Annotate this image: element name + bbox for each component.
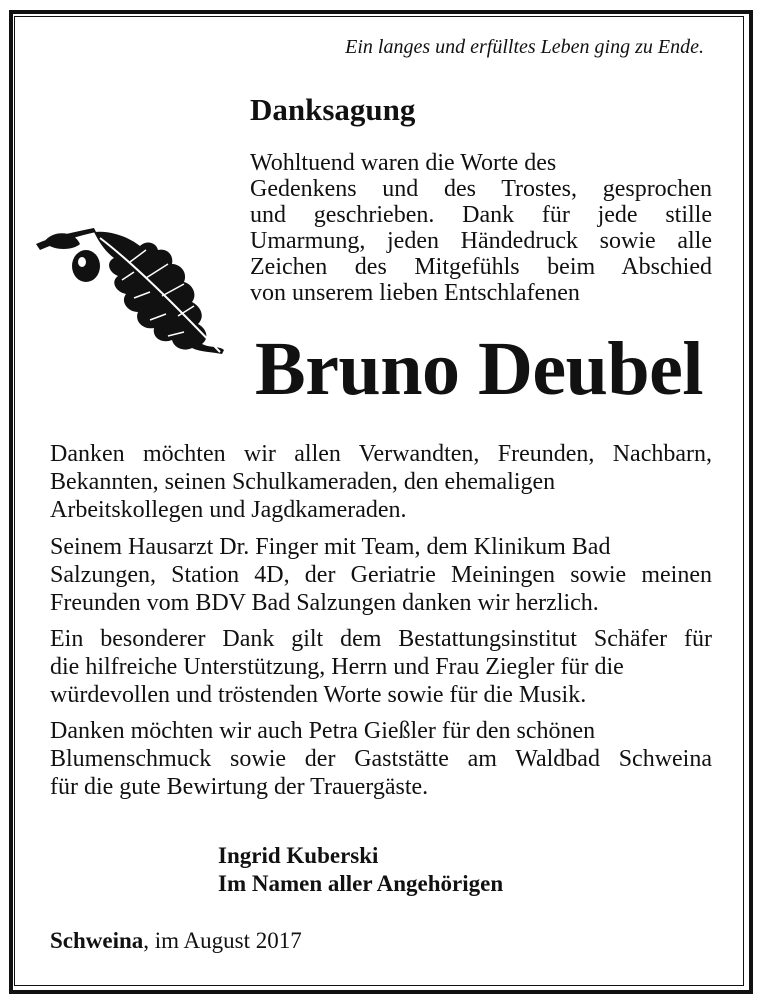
paragraph-line: Seinem Hausarzt Dr. Finger mit Team, dem Klinikum Bad (50, 534, 611, 560)
paragraph-line: Freunden vom BDV Bad Salzungen danken wir herzlich. (50, 590, 599, 616)
intro-line: Umarmung, jeden Händedruck sowie alle (250, 228, 712, 254)
signature-line: Im Namen aller Angehörigen (218, 871, 504, 896)
paragraph (50, 533, 712, 617)
paragraph-line: Arbeitskollegen und Jagdkameraden. (50, 497, 407, 523)
intro-line: von unserem lieben Entschlafenen (250, 280, 580, 306)
paragraph-line: Danken möchten wir auch Petra Gießler für den schönen (50, 718, 596, 744)
paragraph-line: Ein besonderer Dank gilt dem Bestattungsinstitut Schäfer für (50, 626, 712, 652)
signature-name: Ingrid Kuberski (218, 843, 379, 868)
intro-line: und geschrieben. Dank für jede stille (250, 202, 712, 228)
motto: Ein langes und erfülltes Leben ging zu Ende. (345, 36, 704, 58)
place: Schweina (50, 928, 144, 953)
paragraph-line: die hilfreiche Unterstützung, Herrn und Frau Ziegler für die (50, 654, 624, 680)
paragraph (50, 625, 712, 709)
place-date (50, 928, 302, 954)
paragraph (50, 717, 712, 801)
paragraph-line: Blumenschmuck sowie der Gaststätte am Waldbad Schweina (50, 746, 712, 772)
paragraph-line: Salzungen, Station 4D, der Geriatrie Meiningen sowie meinen (50, 562, 712, 588)
intro-text (250, 150, 712, 306)
intro-line: Gedenkens und des Trostes, gesprochen (250, 176, 712, 202)
paragraph-line: Danken möchten wir allen Verwandten, Freunden, Nachbarn, (50, 441, 712, 467)
deceased-name: Bruno Deubel (255, 327, 703, 411)
intro-line: Zeichen des Mitgefühls beim Abschied (250, 254, 712, 280)
intro-line: Wohltuend waren die Worte des (250, 150, 557, 176)
date: , im August 2017 (143, 928, 302, 953)
heading: Danksagung (250, 92, 416, 127)
paragraph-line: für die gute Bewirtung der Trauergäste. (50, 774, 429, 800)
paragraph (50, 440, 712, 524)
oak-leaf-acorn-icon (34, 224, 226, 356)
paragraph-line: würdevollen und tröstenden Worte sowie für die Musik. (50, 682, 587, 708)
paragraph-line: Bekannten, seinen Schulkameraden, den ehemaligen (50, 469, 556, 495)
signature (218, 842, 503, 898)
